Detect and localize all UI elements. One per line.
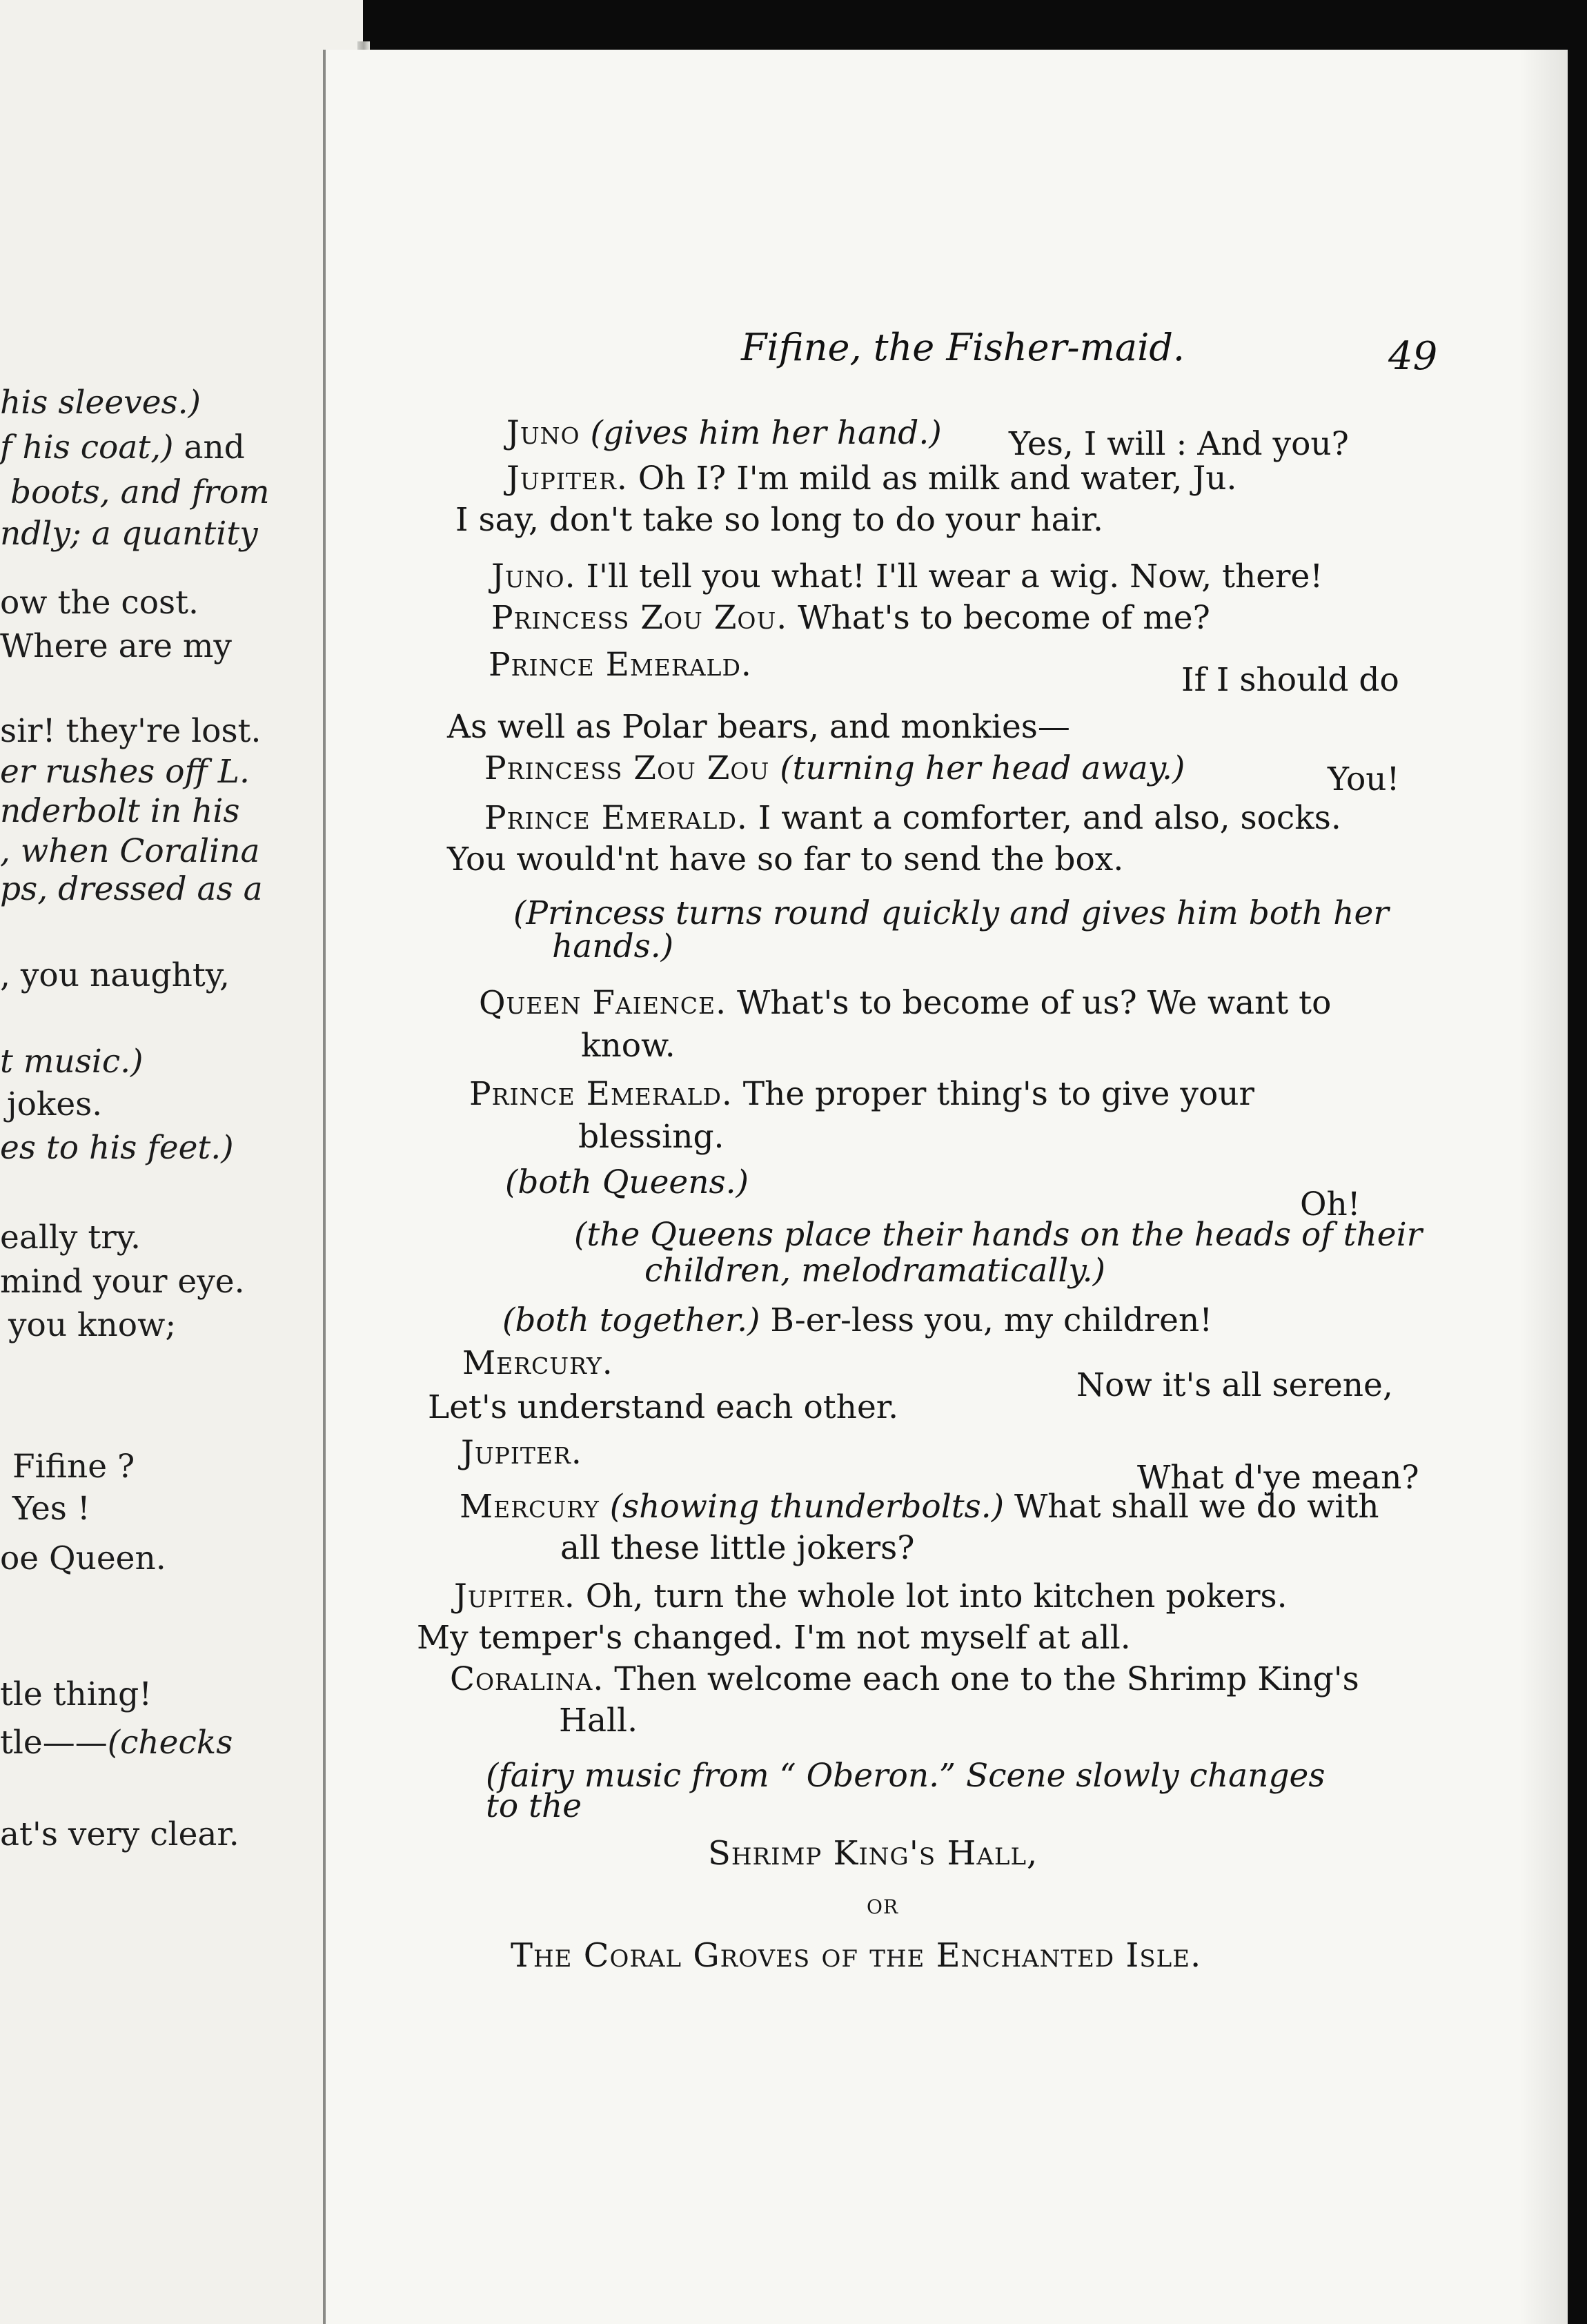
left-fragment-line: f his coat,) and [0, 429, 245, 466]
left-fragment-line: Where are my [0, 627, 232, 665]
running-header: Fifine, the Fisher-maid. [741, 326, 1185, 369]
dialogue-line [491, 599, 1210, 637]
speaker: Princess Zou Zou. [491, 599, 788, 637]
stage-direction: (both together.) [502, 1301, 760, 1339]
dialogue-line [454, 1577, 1288, 1615]
speaker: Jupiter. [461, 1434, 582, 1472]
dialogue-text: If I should do [1181, 661, 1399, 699]
stage-direction: (turning her head away.) [780, 749, 1185, 787]
left-fragment-line: ndly; a quantity [0, 515, 258, 553]
dialogue-text: What d'ye mean? [1137, 1459, 1419, 1497]
left-fragment-line: tle——(checks [0, 1724, 233, 1762]
scene-or: or [867, 1889, 899, 1920]
dialogue-line [469, 1075, 1254, 1113]
left-fragment-line: Yes ! [12, 1490, 90, 1528]
dialogue-line: You would'nt have so far to send the box. [447, 840, 1124, 878]
left-fragment-line: nderbolt in his [0, 792, 240, 830]
left-fragment-line: sir! they're lost. [0, 712, 262, 750]
scene-subtitle: The Coral Groves of the Enchanted Isle. [511, 1936, 1202, 1975]
left-fragment-line: es to his feet.) [0, 1129, 234, 1167]
left-fragment-line: mind your eye. [0, 1263, 245, 1301]
speaker: Jupiter. [454, 1577, 575, 1615]
stage-direction: (fairy music from “ Oberon.” Scene slowly changes [486, 1757, 1325, 1795]
dialogue-line [462, 1344, 613, 1382]
left-fragment-line: , when Coralina [0, 832, 260, 870]
stage-direction: (showing thunderbolts.) [609, 1488, 1005, 1526]
speaker: Queen Faience. [479, 984, 727, 1022]
stage-direction: (both Queens.) [505, 1163, 749, 1201]
dialogue-line [484, 749, 1185, 787]
speaker: Jupiter. [506, 460, 628, 498]
left-fragment-line: Fifine ? [12, 1448, 135, 1486]
left-fragment-line: t music.) [0, 1043, 144, 1081]
speaker: Prince Emerald. [489, 646, 752, 684]
dialogue-line: As well as Polar bears, and monkies— [447, 708, 1070, 746]
dialogue-text: Yes, I will : And you? [1009, 425, 1349, 463]
dialogue-line [491, 560, 1323, 593]
left-fragment-line: ps, dressed as a [0, 870, 263, 908]
speaker: Juno [506, 414, 580, 452]
dialogue-text: Now it's all serene, [1076, 1366, 1393, 1404]
dialogue-line: all these little jokers? [560, 1529, 915, 1567]
book-page [323, 50, 1568, 2324]
dialogue-line [506, 460, 1237, 498]
dialogue-line [484, 799, 1341, 837]
dialogue-line [450, 1660, 1359, 1698]
left-fragment-line: his sleeves.) [0, 384, 201, 422]
left-page-fragment [0, 0, 363, 2324]
left-fragment-line: , you naughty, [0, 956, 230, 994]
dialogue-line [460, 1488, 1379, 1526]
stage-direction: (the Queens place their hands on the heads of their [574, 1216, 1423, 1254]
dialogue-text: The proper thing's to give your [742, 1075, 1254, 1113]
page-number: 49 [1388, 334, 1438, 379]
stage-direction: (gives him her hand.) [590, 414, 942, 452]
speaker: Prince Emerald. [484, 799, 748, 837]
dialogue-line: know. [581, 1027, 676, 1065]
dialogue-line [489, 646, 752, 684]
speaker: Prince Emerald. [469, 1075, 733, 1113]
dialogue-text: Oh I? I'm mild as milk and water, Ju. [638, 460, 1237, 498]
left-fragment-line: tle thing! [0, 1675, 152, 1713]
dialogue-line [479, 984, 1332, 1022]
stage-direction: hands.) [552, 927, 674, 965]
left-fragment-line: ow the cost. [0, 584, 199, 622]
speaker: Mercury [460, 1488, 600, 1526]
speaker: Coralina. [450, 1660, 604, 1698]
dialogue-line: Hall. [559, 1702, 638, 1740]
speaker: Princess Zou Zou [484, 749, 770, 787]
dialogue-line [461, 1434, 582, 1472]
dialogue-text: What's to become of me? [798, 599, 1210, 637]
stage-direction: to the [486, 1787, 582, 1825]
dialogue-text: I want a comforter, and also, socks. [758, 799, 1341, 837]
dialogue-text: What shall we do with [1014, 1488, 1379, 1526]
left-fragment-line: eally try. [0, 1219, 141, 1257]
dialogue-text: What's to become of us? We want to [737, 984, 1332, 1022]
left-fragment-line: jokes. [7, 1085, 103, 1123]
dialogue-line: Let's understand each other. [428, 1388, 899, 1426]
dialogue-text: B-er-less you, my children! [770, 1301, 1213, 1339]
left-fragment-line: er rushes off L. [0, 753, 250, 791]
stage-direction: children, melodramatically.) [644, 1252, 1105, 1290]
dialogue-text: You! [1328, 760, 1400, 798]
left-fragment-line: boots, and from [10, 473, 270, 511]
stage-direction: (Princess turns round quickly and gives him both her [513, 894, 1389, 932]
dialogue-line: My temper's changed. I'm not myself at all. [417, 1619, 1131, 1657]
left-fragment-line: at's very clear. [0, 1815, 239, 1853]
dialogue-line: blessing. [578, 1118, 724, 1156]
dialogue-text: I'll tell you what! I'll wear a wig. Now, there! [586, 558, 1323, 595]
speaker: Juno. [491, 558, 576, 595]
speaker: Mercury. [462, 1344, 613, 1382]
dialogue-line [506, 414, 942, 452]
dialogue-line [502, 1301, 1213, 1339]
left-fragment-line: oe Queen. [0, 1539, 166, 1577]
scene-title: Shrimp King's Hall, [708, 1834, 1038, 1873]
dialogue-text: Oh, turn the whole lot into kitchen pokers. [585, 1577, 1288, 1615]
dialogue-text: Then welcome each one to the Shrimp King's [614, 1660, 1359, 1698]
dialogue-text: Oh! [1300, 1185, 1361, 1223]
left-fragment-line: you know; [8, 1306, 177, 1344]
dialogue-line: I say, don't take so long to do your hair. [455, 501, 1103, 539]
